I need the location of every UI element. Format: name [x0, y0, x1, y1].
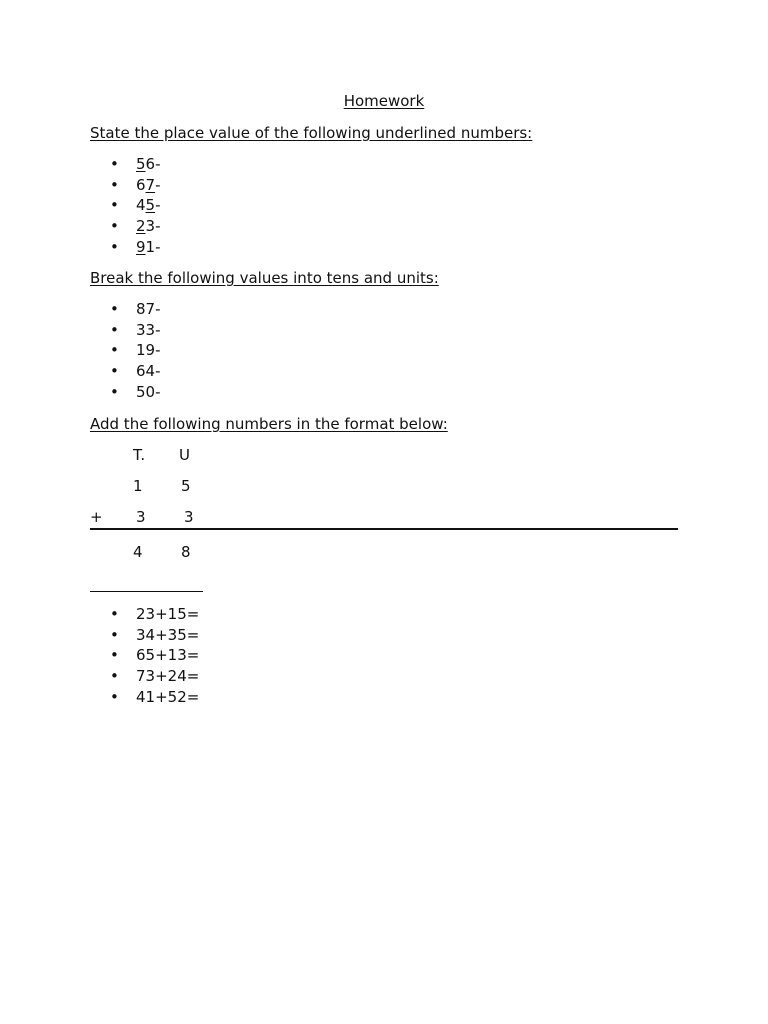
- sum-divider-line: [90, 528, 678, 530]
- tens-units-question: 19-: [136, 341, 161, 360]
- place-value-question: 23-: [136, 217, 161, 236]
- bullet-icon: •: [110, 320, 119, 339]
- bullet-icon: •: [110, 300, 119, 318]
- example-header-units: U: [179, 446, 190, 464]
- tens-units-question: 33-: [136, 320, 161, 339]
- underlined-digit: 5: [145, 196, 156, 215]
- place-value-question: 91-: [136, 237, 161, 256]
- bullet-icon: •: [110, 155, 119, 173]
- short-divider-line: [90, 591, 203, 592]
- example-row1-tens: 1: [133, 477, 143, 495]
- bullet-icon: •: [110, 667, 119, 686]
- section-3-heading: Add the following numbers in the format below:: [90, 415, 448, 433]
- bullet-icon: •: [110, 196, 119, 215]
- bullet-icon: •: [110, 217, 119, 236]
- tens-units-question: 50-: [136, 382, 161, 401]
- bullet-icon: •: [110, 382, 119, 401]
- bullet-icon: •: [110, 341, 119, 360]
- underlined-digit: 2: [136, 217, 146, 236]
- section-2-heading: Break the following values into tens and units:: [90, 269, 439, 287]
- bullet-icon: •: [110, 362, 119, 381]
- addition-question: 41+52=: [136, 687, 200, 706]
- bullet-icon: •: [110, 687, 119, 706]
- bullet-icon: •: [110, 237, 119, 256]
- underlined-digit: 7: [145, 175, 156, 194]
- place-value-question: 56-: [136, 155, 161, 173]
- example-row2-units: 3: [184, 508, 194, 526]
- bullet-icon: •: [110, 605, 119, 623]
- addition-question: 34+35=: [136, 625, 200, 644]
- tens-units-question: 64-: [136, 362, 161, 381]
- place-value-question: 67-: [136, 175, 161, 194]
- example-result-tens: 4: [133, 543, 143, 561]
- section-1-heading: State the place value of the following underlined numbers:: [90, 124, 533, 142]
- addition-question: 65+13=: [136, 646, 200, 665]
- example-row2-tens: 3: [136, 508, 146, 526]
- addition-question: 73+24=: [136, 667, 200, 686]
- page-title: Homework: [343, 92, 425, 110]
- bullet-icon: •: [110, 646, 119, 665]
- underlined-digit: 9: [136, 237, 146, 256]
- plus-sign: +: [90, 508, 103, 526]
- bullet-icon: •: [110, 625, 119, 644]
- addition-question: 23+15=: [136, 605, 200, 623]
- example-result-units: 8: [181, 543, 191, 561]
- place-value-question: 45-: [136, 196, 161, 215]
- underlined-digit: 5: [136, 155, 146, 173]
- bullet-icon: •: [110, 175, 119, 194]
- example-header-tens: T.: [133, 446, 146, 464]
- example-row1-units: 5: [181, 477, 191, 495]
- tens-units-question: 87-: [136, 300, 161, 318]
